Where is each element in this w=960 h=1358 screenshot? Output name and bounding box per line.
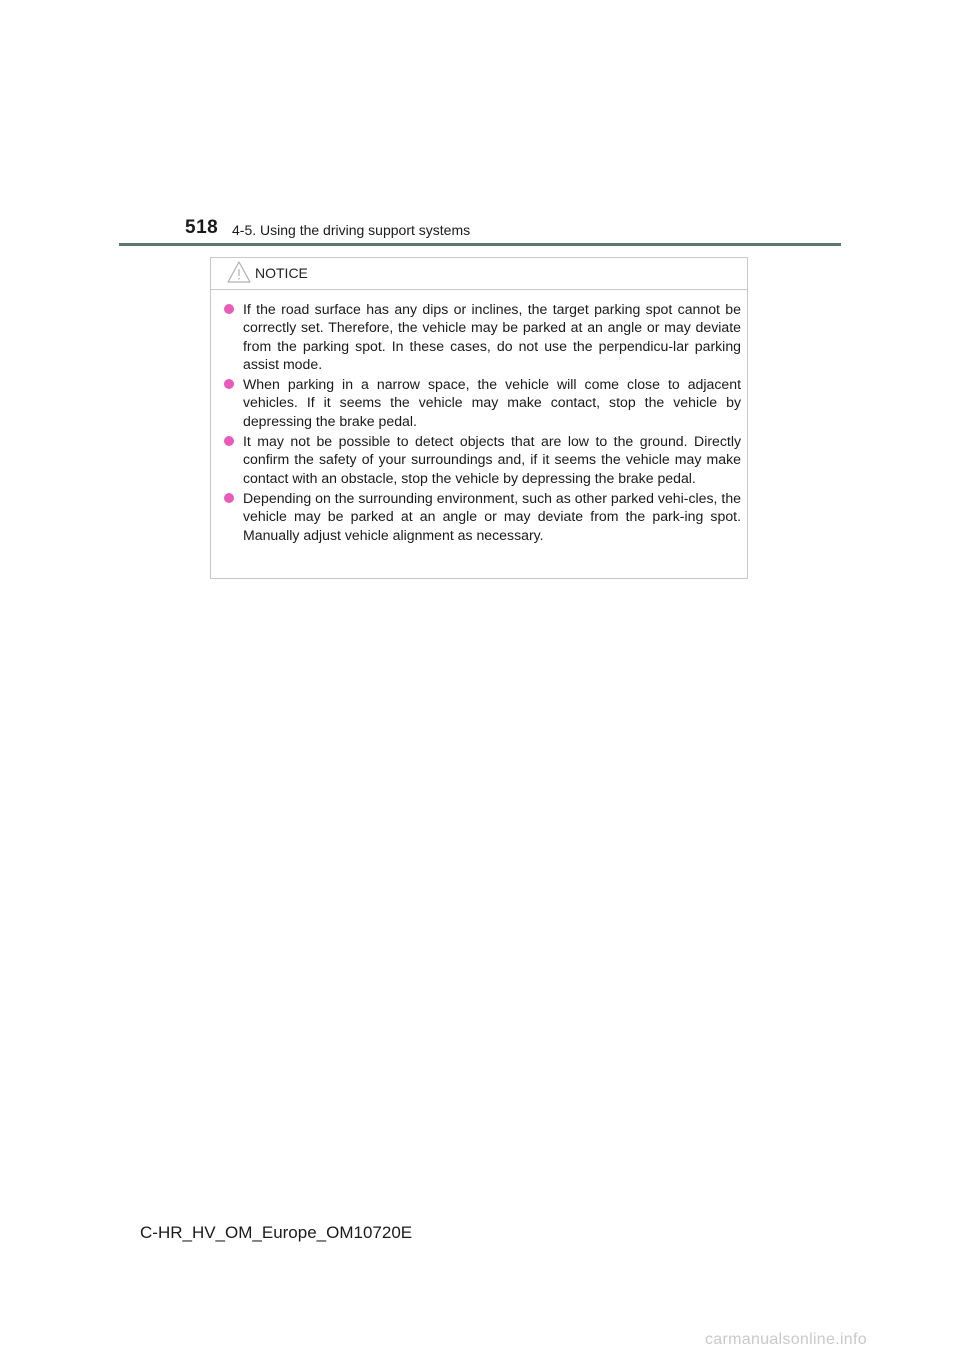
- page-header: [0, 0, 960, 250]
- notice-item-text: If the road surface has any dips or inclines, the target parking spot cannot be correctly set. Therefore, the vehicle may be parked at an angle or may deviate from the parking spot. In these cases, do not use the perpendicu-lar parking assist mode.: [243, 301, 741, 372]
- watermark: carmanualsonline.info: [705, 1331, 867, 1348]
- notice-item: [224, 375, 741, 430]
- notice-item: [224, 432, 741, 487]
- notice-item: [224, 489, 741, 544]
- bullet-icon: [224, 379, 234, 389]
- notice-title: NOTICE: [255, 265, 308, 281]
- page-number: 518: [185, 217, 219, 238]
- bullet-icon: [224, 493, 234, 503]
- warning-triangle-icon: [226, 260, 252, 284]
- notice-item-text: It may not be possible to detect objects that are low to the ground. Directly confirm the safety of your surroundings and, if it seems the vehicle may make contact with an obstacle, stop the vehicle by depressing the brake pedal.: [243, 433, 741, 486]
- document-code: C-HR_HV_OM_Europe_OM10720E: [140, 1223, 413, 1242]
- notice-list: [211, 290, 747, 544]
- notice-item-text: Depending on the surrounding environment, such as other parked vehi-cles, the vehicle may be parked at an angle or may deviate from the park-ing spot. Manually adjust vehicle alignment as necessary.: [243, 489, 741, 543]
- header-divider: [119, 243, 841, 246]
- notice-box: [210, 257, 748, 579]
- section-title: 4-5. Using the driving support systems: [232, 222, 471, 238]
- bullet-icon: [224, 304, 234, 314]
- notice-item: [224, 300, 741, 373]
- notice-item-text: When parking in a narrow space, the vehicle will come close to adjacent vehicles. If it seems the vehicle may make contact, stop the vehicle by depressing the brake pedal.: [243, 376, 741, 429]
- bullet-icon: [224, 436, 234, 446]
- notice-header: [211, 258, 747, 290]
